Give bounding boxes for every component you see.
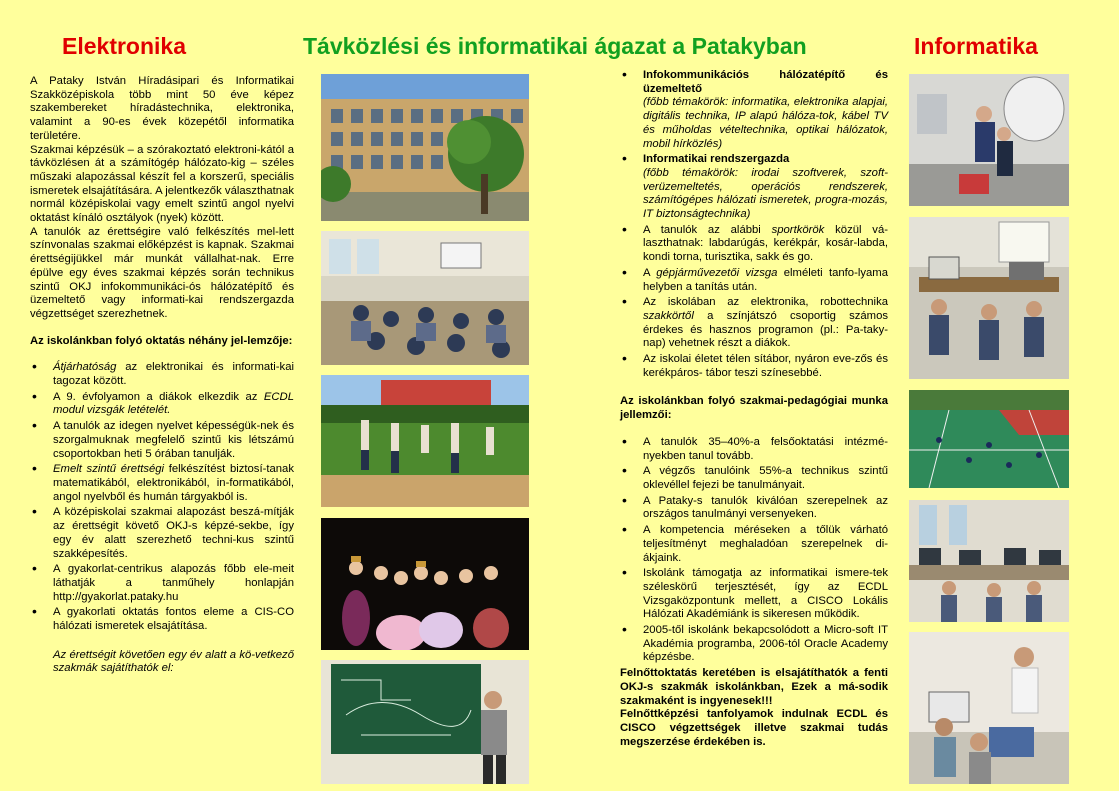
list-item: • Iskolánk támogatja az informatikai ismere-tek széleskörű terjesztését, így az ECDL Vizsgaközpontunk mellett, a CISCO Lokális Hálózati Akadémiánk is sikeresen működik. bbox=[620, 567, 888, 622]
list-item: • A tanulók az idegen nyelvet képességük-nek és szorgalmuknak megfelelő szintű kis létszámú csoportokban heti 5 órában tanulják. bbox=[30, 420, 294, 461]
teacher-blackboard-photo bbox=[321, 660, 529, 784]
list-item: • A végzős tanulóink 55%-a technikus szintű oklevéllel fejezi be tanulmányait. bbox=[620, 465, 888, 492]
list-item: • A tanulók az alábbi sportkörök közül vá-laszthatnak: labdarúgás, kerékpár, kosár-labda, kondi torna, turisztika, sakk és go. bbox=[620, 224, 888, 265]
left-text-column bbox=[30, 75, 294, 676]
profession-topics: (főbb témakörök: irodai szoftverek, szoft-verüzemeltetés, operációs rendszerek, számítógépes hálózati ismeretek, progra-mozás, IT biztonságtechnika) bbox=[643, 166, 888, 221]
list-item: • A gyakorlati oktatás fontos eleme a CIS-CO hálózati ismeretek elsajátítása. bbox=[30, 606, 294, 633]
list-item: • A Pataky-s tanulók kiválóan szerepelnek az országos tanulmányi versenyeken. bbox=[620, 495, 888, 522]
heading-elektronika: Elektronika bbox=[62, 33, 186, 59]
list-item: • A 9. évfolyamon a diákok elkezdik az ECDL modul vizsgák letételét. bbox=[30, 391, 294, 418]
electronics-workshop-photo bbox=[909, 217, 1069, 379]
list-item: • Az iskolában az elektronika, robottechnika szakkörtől a színjátszó csoportig számos érdekes és hasznos programon (pl.: Pa-taky-nap) vehetnek részt a diákok. bbox=[620, 296, 888, 351]
list-item: • Emelt szintű érettségi felkészítést biztosí-tanak matematikából, elektronikából, in-formatikából, angol nyelvből és humán tárgyakból is. bbox=[30, 463, 294, 504]
list-item: • 2005-től iskolánk bekapcsolódott a Micro-soft IT Akadémia programba, 2006-tól Oracle Academy képzésbe. bbox=[620, 624, 888, 665]
intro-paragraph: Szakmai képzésük – a szórakoztató elektroni-kától a távközlésen át a számítógép hálózato-kig – széles műszaki alapozással készít fel a korszerű, speciális ismeretek elsajátítására. A jelentkezők választhatnak normál középiskolai vagy emelt szintű angol nyelvi oktatást kínáló osztályok (nyek) között. bbox=[30, 143, 294, 225]
adult-training-note: Felnőttképzési tanfolyamok indulnak ECDL és CISCO végzettségek illetve szakmai tudás megszerzése érdekében is. bbox=[620, 708, 888, 748]
heading-informatika: Informatika bbox=[914, 33, 1038, 59]
sports-day-photo bbox=[321, 375, 529, 507]
professions-list bbox=[620, 69, 888, 380]
closing-note: Az érettségit követően egy év alatt a kö-vetkező szakmák sajátíthatók el: bbox=[53, 648, 294, 675]
list-item bbox=[620, 153, 888, 222]
profession-title: Informatikai rendszergazda bbox=[643, 153, 790, 166]
classroom-photo bbox=[321, 231, 529, 365]
features-heading: Az iskolánkban folyó oktatás néhány jel-lemzője: bbox=[30, 334, 293, 347]
features-list bbox=[30, 361, 294, 633]
list-item: • Átjárhatóság az elektronikai és informati-kai tagozat között. bbox=[30, 361, 294, 388]
list-item: • Az iskolai életet télen sítábor, nyáron eve-zős és kerékpáros- tábor teszi színesebbé. bbox=[620, 353, 888, 380]
adult-education-note: Felnőttoktatás keretében is elsajátíthatók a fenti OKJ-s szakmák iskolánkban, Ezek a má-sodik szakmaként is ingyenesek!!! bbox=[620, 667, 888, 707]
computer-lab-photo bbox=[909, 500, 1069, 622]
heading-main-title: Távközlési és informatikai ágazat a Patakyban bbox=[303, 33, 807, 59]
network-practice-photo bbox=[909, 632, 1069, 784]
list-item bbox=[620, 69, 888, 151]
sports-court-photo bbox=[909, 390, 1069, 488]
list-item: • A középiskolai szakmai alapozást beszá-mítják az érettségit követő OKJ-s képzé-sekbe, így egy év alatt szerezhető techni-kus szintű szakképesítés. bbox=[30, 506, 294, 561]
pedagogy-list bbox=[620, 436, 888, 665]
intro-paragraph: A tanulók az érettségire való felkészítés mel-lett színvonalas szakmai előképzést is kapnak. Szakmai érettségijükkel már munkát vállalhat-nak. Erre épülve egy éves szakmai képzés során technikus szintű OKJ infokommunikáci-ós hálózatépítő és üzemeltető vagy informati-kai rendszergazda végzettséget szerezhetnek. bbox=[30, 225, 294, 320]
list-item: • A gépjárművezetői vizsga elméleti tanfo-lyama helyben a tanítás után. bbox=[620, 267, 888, 294]
pedagogy-heading: Az iskolánkban folyó szakmai-pedagógiai munka jellemzői: bbox=[620, 395, 888, 422]
list-item: • A kompetencia méréseken a tőlük várható teljesítményt meghaladóan szerepelnek di-ákjaink. bbox=[620, 524, 888, 565]
theatre-group-photo bbox=[321, 518, 529, 650]
right-text-column bbox=[620, 69, 888, 749]
profession-topics: (főbb témakörök: informatika, elektronika alapjai, digitális technika, IP alapú hálóza-tok, kábel TV és műholdas vételtechnika, optikai hálózatok, mobil hírközlés) bbox=[643, 96, 888, 150]
antenna-lab-photo bbox=[909, 74, 1069, 206]
list-item: • A gyakorlat-centrikus alapozás főbb ele-meit láthatják a tanműhely honlapján http://gyakorlat.pataky.hu bbox=[30, 563, 294, 604]
intro-paragraph: A Pataky István Híradásipari és Informatikai Szakközépiskola több mint 50 éve képez szakembereket híradástechnika, elektronika, valamint a 90-es évek közepétől informatika területére. bbox=[30, 75, 294, 142]
school-building-photo bbox=[321, 74, 529, 221]
profession-title: Infokommunikációs hálózatépítő és üzemeltető bbox=[643, 69, 888, 95]
list-item: • A tanulók 35–40%-a felsőoktatási intézmé-nyekben tanul tovább. bbox=[620, 436, 888, 463]
